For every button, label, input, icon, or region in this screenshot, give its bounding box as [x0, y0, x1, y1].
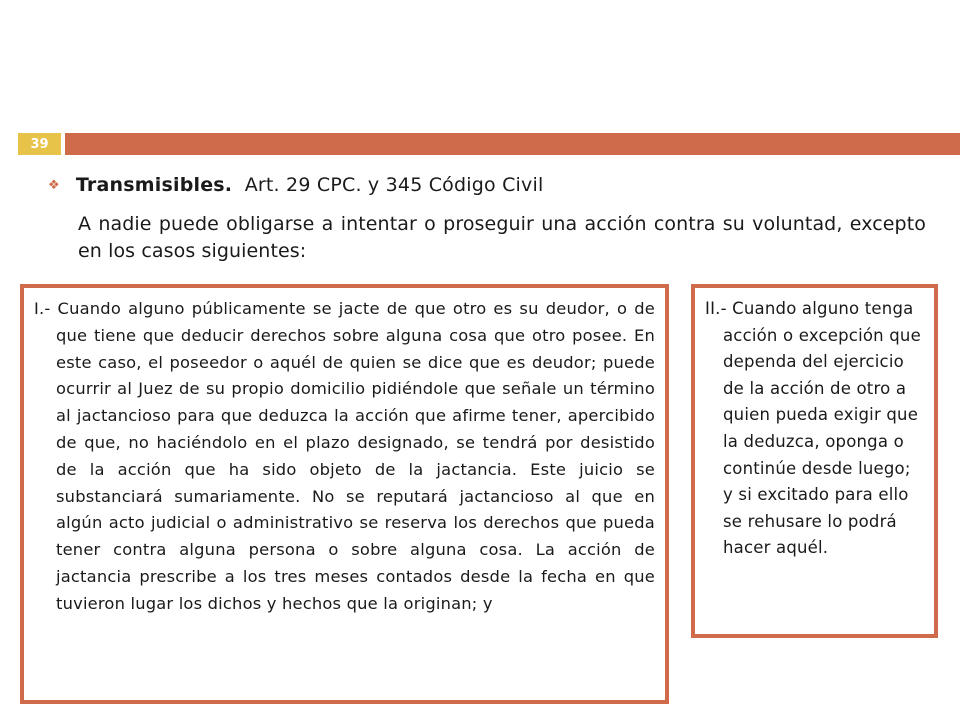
case-one-box [20, 284, 669, 704]
header-bar [65, 133, 960, 155]
slide-number-badge [18, 133, 61, 155]
diamond-bullet-icon: ❖ [48, 178, 60, 193]
case-two-box [691, 284, 938, 638]
bullet-heading [48, 170, 928, 201]
case-two-text: II.- Cuando alguno tenga acción o excepción que dependa del ejercicio de la acción de otro a quien pueda exigir que la deduzca, oponga o continúe desde luego; y si excitado para ello se rehusare lo podrá hacer aquél. [705, 299, 921, 558]
slide-number: 39 [30, 136, 49, 152]
bullet-reference: Art. 29 CPC. y 345 Código Civil [244, 174, 544, 196]
bullet-title: Transmisibles. [75, 174, 233, 196]
intro-paragraph: A nadie puede obligarse a intentar o proseguir una acción contra su voluntad, excepto en los casos siguientes: [78, 213, 926, 262]
case-one-text: I.- Cuando alguno públicamente se jacte de que otro es su deudor, o de que tiene que deducir derechos sobre alguna cosa que otro posee. En este caso, el poseedor o aquél de quien se dice que es deudor; puede ocurrir al Juez de su propio domicilio pidiéndole que señale un término al jactancioso para que deduzca la acción que afirme tener, apercibido de que, no haciéndolo en el plazo designado, se tendrá por desistido de la acción que ha sido objeto de la jactancia. Este juicio se substanciará sumariamente. No se reputará jactancioso al que en algún acto judicial o administrativo se reserva los derechos que pueda tener contra alguna persona o sobre alguna cosa. La acción de jactancia prescribe a los tres meses contados desde la fecha en que tuvieron lugar los dichos y hechos que la originan; y [34, 299, 655, 613]
